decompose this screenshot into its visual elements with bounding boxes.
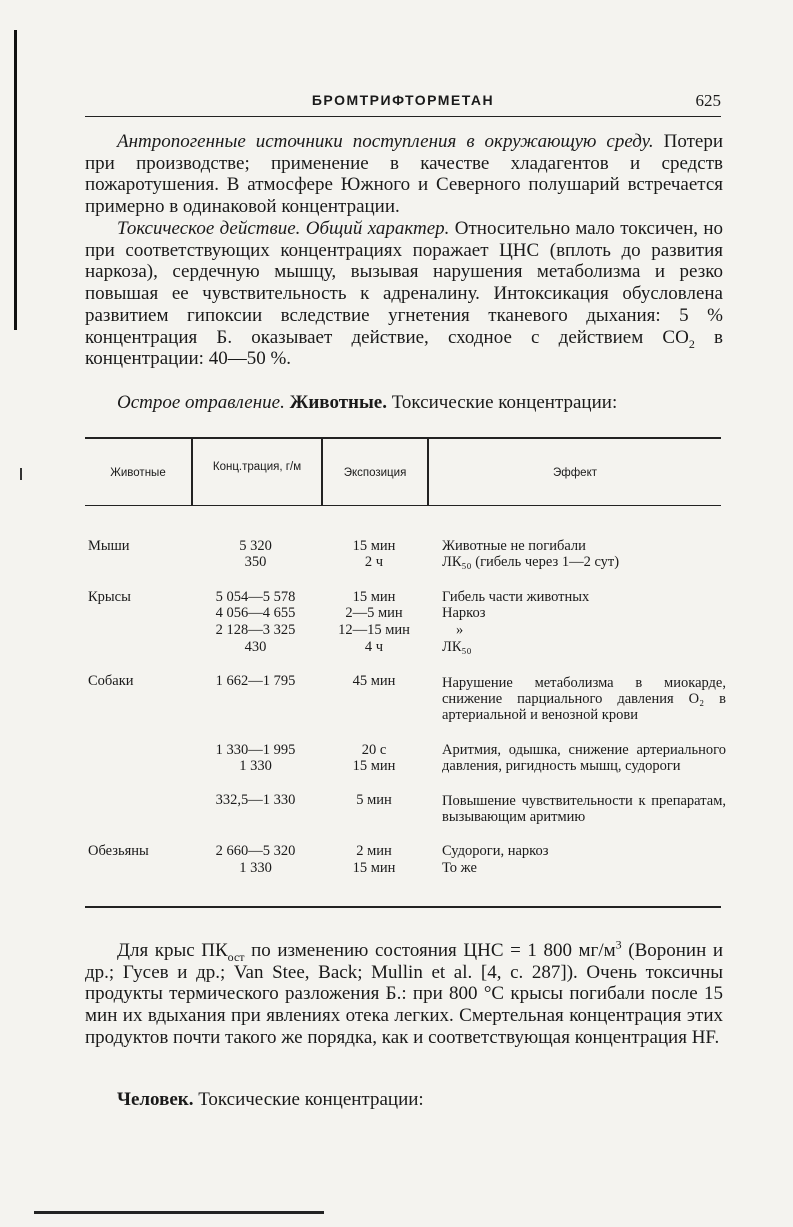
acute-text: Токсические концентрации: [391, 392, 618, 413]
row-concentration: 1 330 [239, 860, 272, 876]
row-exposure: 2 мин [356, 843, 392, 859]
row-exposure: 2 ч [364, 554, 384, 570]
row-exposure: 12—15 мин [338, 622, 410, 638]
human-paragraph [85, 1089, 723, 1111]
scan-edge-tick [20, 468, 22, 480]
acute-paragraph [85, 392, 723, 414]
toxic-paragraph [85, 218, 723, 370]
table-bottom-rule [85, 906, 721, 908]
row-concentration: 1 330 [239, 758, 272, 774]
row-effect: ЛК₅₀ [442, 639, 472, 655]
header-animal: Животные [110, 467, 166, 479]
cubic-superscript: 3 [615, 937, 622, 952]
table-header-rule [85, 505, 721, 506]
row-effect: Наркоз [442, 605, 486, 621]
row-concentration: 5 320 [239, 538, 272, 554]
row-animal: Крысы [88, 589, 131, 605]
rats-paragraph [85, 937, 723, 1049]
row-exposure: 15 мин [352, 758, 396, 774]
row-effect: Судороги, наркоз [442, 843, 549, 859]
human-text: Токсические концентрации: [198, 1089, 424, 1110]
header-exposure: Экспозиция [343, 467, 407, 479]
page-number: 625 [695, 91, 721, 110]
row-effect: Аритмия, одышка, снижение артериального давления, ригидность мышц, судороги [442, 742, 726, 774]
toxic-heading: Токсическое действие. Общий характер. [117, 218, 450, 239]
row-exposure: 2—5 мин [345, 605, 403, 621]
row-effect: Повышение чувствительности к препаратам, вызывающим аритмию [442, 793, 726, 825]
scan-edge-mark [14, 30, 17, 330]
sources-text: Потери при производстве; применение в качестве хладагентов и средств пожаротушения. В атмосфере Южного и Северного полушарий встречается примерно в одинаковой концентрации. [85, 131, 724, 218]
row-concentration: 2 128—3 325 [215, 622, 296, 638]
row-exposure: 20 с [361, 742, 387, 758]
row-concentration: 1 330—1 995 [215, 742, 296, 758]
co2-subscript: 2 [688, 336, 695, 351]
table-top-rule [85, 437, 721, 439]
header-concentration: Конц.трация, г/м [212, 461, 302, 473]
acute-heading: Острое отравление. [117, 392, 285, 413]
row-effect: Гибель части животных [442, 589, 590, 605]
rats-text-b: по изменению состояния ЦНС = 1 800 мг/м [244, 940, 616, 961]
row-concentration: 332,5—1 330 [215, 792, 296, 808]
row-effect: Животные не погибали [442, 538, 586, 554]
row-concentration: 5 054—5 578 [215, 589, 296, 605]
row-exposure: 45 мин [352, 673, 396, 689]
row-exposure: 4 ч [364, 639, 384, 655]
human-label: Человек. [117, 1089, 194, 1110]
row-effect: ЛК₅₀ (гибель через 1—2 сут) [442, 554, 620, 570]
sources-paragraph [85, 131, 723, 218]
row-exposure: 15 мин [352, 538, 396, 554]
row-animal: Обезьяны [88, 843, 149, 859]
row-concentration: 2 660—5 320 [215, 843, 296, 859]
row-exposure: 15 мин [352, 860, 396, 876]
rats-text-c: (Воронин и др.; Гусев и др.; Van Stee, Back; Mullin et al. [4, с. 287]). Очень токсичны продукты термического разложения Б.: при 800 °С крысы погибали после 15 мин их вдыхания при явлениях отека легких. Смертельная концентрация этих продуктов почти такого же порядка, как и соответствующая концентрация HF. [85, 940, 723, 1048]
toxic-text-1: Относительно мало токсичен, но при соответствующих концентрациях поражает ЦНС (вплоть до развития наркоза), сердечную мышцу, вызывая нарушения метаболизма и резко повышая ее чувствительность к адреналину. Интоксикация обусловлена развитием гипоксии вследствие угнетения тканевого дыхания: 5 % концентрация Б. оказывает действие, сходное с действием CO [85, 218, 724, 348]
animals-label: Животные. [289, 392, 387, 413]
toxic-text-2: в концентрации: 40—50 %. [85, 326, 723, 370]
row-effect: То же [442, 860, 477, 876]
header-effect: Эффект [552, 467, 597, 479]
row-concentration: 430 [244, 639, 267, 655]
row-concentration: 4 056—4 655 [215, 605, 296, 621]
running-title: БРОМТРИФТОРМЕТАН [311, 92, 495, 108]
row-effect: » [456, 622, 464, 638]
running-header [85, 92, 721, 117]
row-animal: Собаки [88, 673, 134, 689]
row-effect: Нарушение метаболизма в миокарде, снижение парциального давления O₂ в артериальной и венозной крови [442, 675, 726, 723]
row-concentration: 1 662—1 795 [215, 673, 296, 689]
scan-bottom-mark [34, 1211, 324, 1214]
row-concentration: 350 [244, 554, 267, 570]
rats-text-a: Для крыс ПК [117, 940, 228, 961]
row-animal: Мыши [88, 538, 130, 554]
sources-heading: Антропогенные источники поступления в окружающую среду. [117, 131, 654, 152]
table-divider-1 [191, 439, 193, 505]
row-exposure: 15 мин [352, 589, 396, 605]
pk-subscript: ост [227, 949, 245, 964]
row-exposure: 5 мин [356, 792, 392, 808]
